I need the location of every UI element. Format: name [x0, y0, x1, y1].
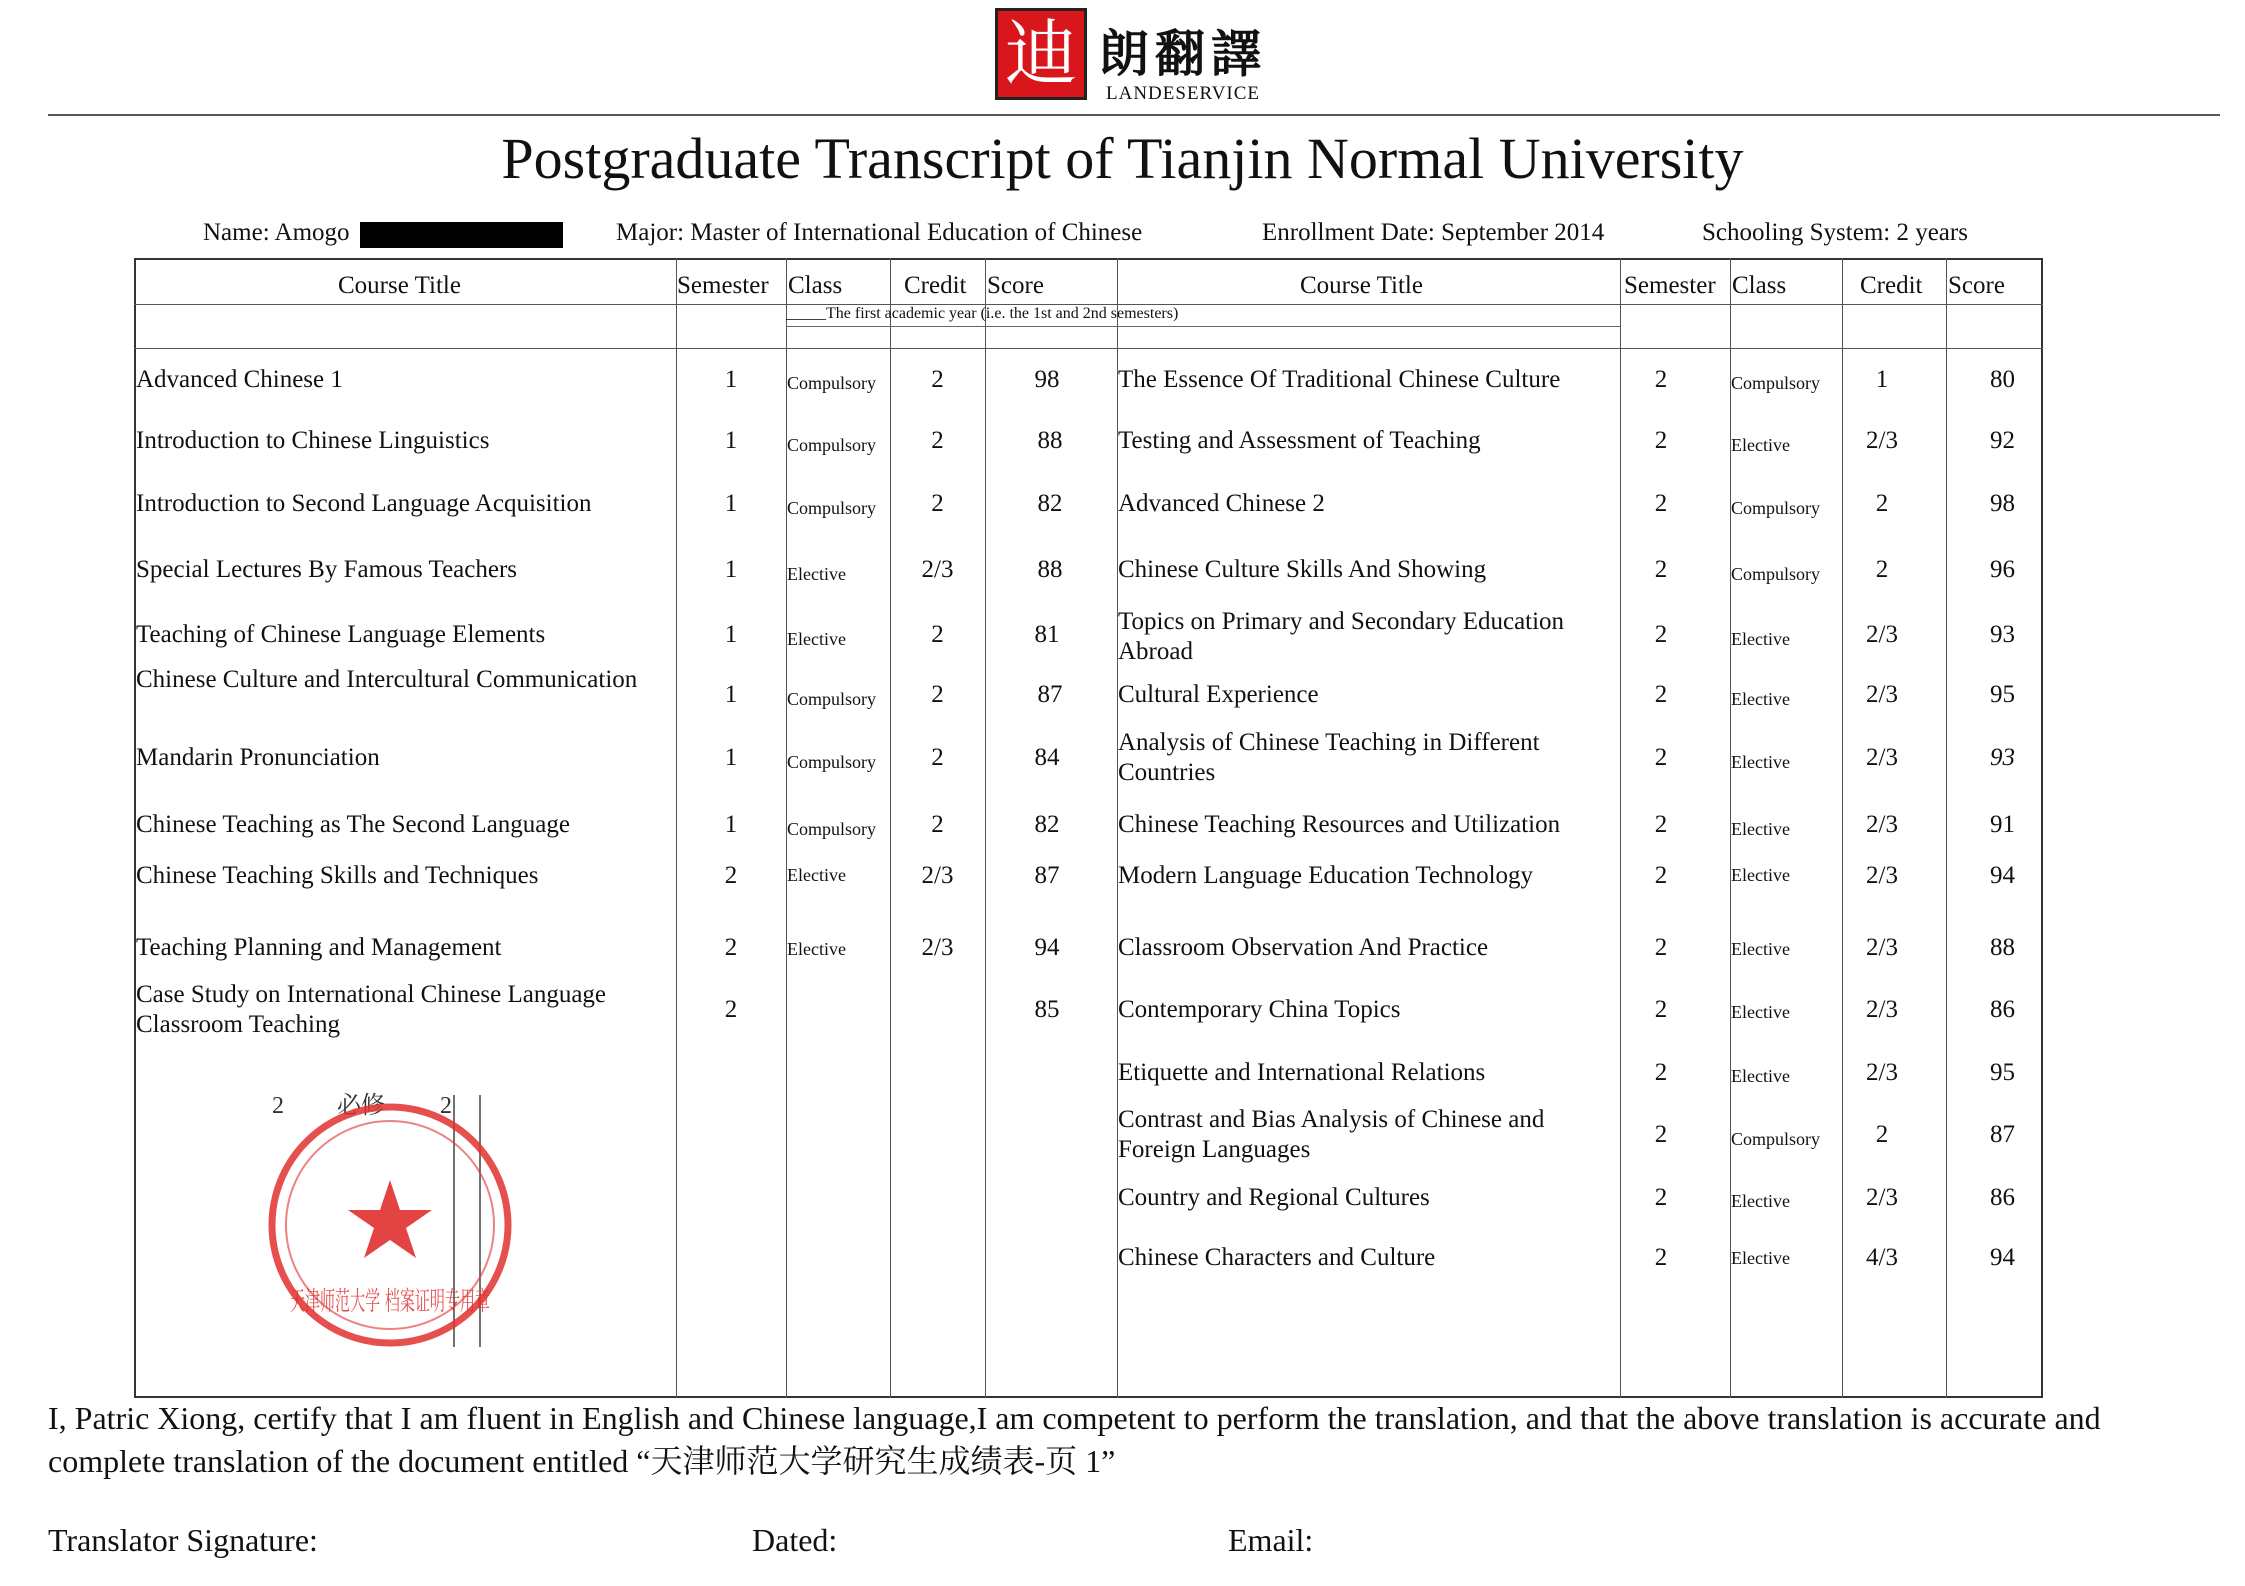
course-semester: 1: [724, 366, 738, 393]
course-title: Introduction to Second Language Acquisition: [136, 490, 592, 517]
course-score: 86: [1990, 996, 2015, 1023]
header-credit: Credit: [1860, 272, 1923, 299]
course-title: Teaching Planning and Management: [136, 934, 502, 961]
course-score: 93: [1990, 744, 2015, 771]
course-class: Compulsory: [787, 689, 877, 709]
course-score: 94: [1990, 1244, 2015, 1271]
seal-star: [348, 1180, 432, 1258]
course-credit: 1: [1875, 366, 1889, 393]
course-score: 94: [1034, 934, 1060, 961]
course-semester: 2: [1654, 556, 1668, 583]
seal-overlay-number: 2: [272, 1093, 284, 1119]
band-divider: [134, 348, 2043, 349]
course-credit: 2/3: [1866, 621, 1898, 648]
course-credit: 2: [931, 621, 944, 648]
header-rule: [48, 114, 2220, 116]
course-title: Modern Language Education Technology: [1118, 862, 1534, 889]
course-semester: 1: [724, 744, 738, 771]
course-title: Chinese Culture and Intercultural Communication: [136, 666, 638, 693]
header-score: Score: [987, 272, 1044, 299]
course-class: Compulsory: [787, 435, 877, 455]
dated-label: Dated:: [752, 1522, 838, 1558]
course-class: Elective: [1731, 865, 1790, 885]
course-title: Chinese Teaching Resources and Utilization: [1118, 811, 1561, 838]
course-title: Chinese Teaching as The Second Language: [136, 811, 570, 838]
course-score: 95: [1990, 681, 2015, 708]
course-class: Elective: [1731, 939, 1790, 959]
course-credit: 2/3: [1866, 862, 1898, 889]
course-score: 98: [1034, 366, 1060, 393]
course-class: Elective: [1731, 629, 1790, 649]
course-title: Cultural Experience: [1118, 681, 1319, 708]
course-credit: 2/3: [1866, 427, 1898, 454]
email-label: Email:: [1228, 1522, 1314, 1558]
seal-text: 天津师范大学 档案证明专用章: [290, 1287, 490, 1317]
header-score: Score: [1948, 272, 2005, 299]
course-score: 86: [1990, 1184, 2015, 1211]
university-seal: [262, 1075, 532, 1355]
course-credit: 2: [931, 490, 944, 517]
course-class: Elective: [1731, 819, 1790, 839]
header-credit: Credit: [904, 272, 967, 299]
course-semester: 2: [1654, 1184, 1668, 1211]
course-semester: 2: [1654, 490, 1668, 517]
course-credit: 2: [1875, 1121, 1889, 1148]
course-semester: 1: [724, 811, 738, 838]
course-class: Compulsory: [1731, 373, 1821, 393]
schooling-system: Schooling System: 2 years: [1702, 219, 1968, 246]
course-semester: 1: [724, 490, 738, 517]
document-title: Postgraduate Transcript of Tianjin Normal University: [501, 126, 1744, 191]
course-semester: 2: [1654, 427, 1668, 454]
course-credit: 2/3: [1866, 811, 1898, 838]
course-semester: 2: [1654, 1121, 1668, 1148]
course-title: Etiquette and International Relations: [1118, 1059, 1486, 1086]
course-class: Elective: [787, 629, 846, 649]
course-class: Elective: [787, 865, 846, 885]
course-title: Advanced Chinese 1: [136, 366, 343, 393]
course-class: Compulsory: [1731, 1129, 1821, 1149]
header-semester: Semester: [677, 272, 769, 299]
course-semester: 2: [1654, 811, 1668, 838]
course-semester: 1: [724, 427, 738, 454]
header-course-title: Course Title: [1300, 272, 1423, 299]
course-class: Elective: [1731, 1066, 1790, 1086]
header-class: Class: [1732, 272, 1787, 299]
course-score: 96: [1990, 556, 2015, 583]
logo-chinese-text: 朗翻譯: [1099, 24, 1267, 83]
course-credit: 2/3: [1866, 1059, 1898, 1086]
course-score: 93: [1990, 621, 2015, 648]
course-score: 94: [1990, 862, 2015, 889]
course-class: Compulsory: [787, 752, 877, 772]
course-credit: 2: [931, 427, 944, 454]
enrollment-date: Enrollment Date: September 2014: [1262, 219, 1605, 246]
logo-english-text: LANDESERVICE: [1106, 83, 1261, 104]
header-semester: Semester: [1624, 272, 1716, 299]
course-score: 88: [1037, 556, 1063, 583]
seal-overlay-label: 必修: [337, 1091, 385, 1119]
course-semester: 1: [724, 556, 738, 583]
course-credit: 2: [931, 811, 944, 838]
course-class: Elective: [1731, 1191, 1790, 1211]
student-major: Major: Master of International Education of Chinese: [616, 219, 1143, 246]
course-credit: 2/3: [921, 934, 954, 961]
course-class: Elective: [1731, 689, 1790, 709]
course-credit: 2: [1875, 490, 1889, 517]
course-class: Compulsory: [787, 819, 877, 839]
course-score: 87: [1034, 862, 1060, 889]
course-semester: 2: [1654, 744, 1668, 771]
course-title: Introduction to Chinese Linguistics: [136, 427, 490, 454]
course-semester: 2: [1654, 934, 1668, 961]
course-title: Country and Regional Cultures: [1118, 1184, 1430, 1211]
course-score: 92: [1990, 427, 2015, 454]
seal-overlay-number: 2: [440, 1093, 452, 1119]
band-underline: [786, 326, 1620, 327]
course-title: The Essence Of Traditional Chinese Culture: [1118, 366, 1561, 393]
course-title: Chinese Culture Skills And Showing: [1118, 556, 1487, 583]
course-title: Topics on Primary and Secondary Education Abroad: [1118, 608, 1565, 665]
course-score: 87: [1990, 1121, 2015, 1148]
col-divider: [1946, 258, 1947, 1398]
course-credit: 2: [931, 366, 944, 393]
course-score: 95: [1990, 1059, 2015, 1086]
course-semester: 2: [1654, 996, 1668, 1023]
course-title: Special Lectures By Famous Teachers: [136, 556, 518, 583]
course-class: Elective: [1731, 752, 1790, 772]
course-title: Case Study on International Chinese Language Classroom Teaching: [136, 981, 607, 1038]
course-score: 91: [1990, 811, 2015, 838]
course-title: Chinese Characters and Culture: [1118, 1244, 1436, 1271]
course-title: Analysis of Chinese Teaching in Different Countries: [1118, 729, 1540, 786]
course-credit: 2: [1875, 556, 1889, 583]
course-score: 98: [1990, 490, 2015, 517]
course-credit: 2/3: [921, 556, 954, 583]
course-semester: 2: [1654, 1244, 1668, 1271]
course-score: 81: [1034, 621, 1060, 648]
translator-signature-label: Translator Signature:: [48, 1522, 318, 1558]
course-semester: 2: [1654, 1059, 1668, 1086]
course-semester: 2: [1654, 862, 1668, 889]
course-semester: 1: [724, 681, 738, 708]
company-logo: [995, 8, 1275, 108]
course-title: Contrast and Bias Analysis of Chinese and Foreign Languages: [1118, 1106, 1545, 1163]
logo-glyph-box: 迪: [995, 8, 1087, 100]
header-class: Class: [788, 272, 843, 299]
course-score: 82: [1034, 811, 1060, 838]
course-semester: 2: [1654, 621, 1668, 648]
course-score: 88: [1037, 427, 1063, 454]
course-semester: 2: [724, 862, 738, 889]
course-credit: 2/3: [1866, 934, 1898, 961]
course-class: Elective: [1731, 1002, 1790, 1022]
course-credit: 2/3: [1866, 996, 1898, 1023]
course-semester: 1: [724, 621, 738, 648]
course-class: Elective: [1731, 435, 1790, 455]
course-credit: 4/3: [1866, 1244, 1898, 1271]
course-semester: 2: [1654, 366, 1668, 393]
course-semester: 2: [724, 934, 738, 961]
course-score: 88: [1990, 934, 2015, 961]
student-name: Name: Amogo: [203, 219, 350, 246]
academic-year-band: _____The first academic year (i.e. the 1st and 2nd semesters): [786, 305, 1179, 322]
course-class: Compulsory: [787, 373, 877, 393]
course-class: Elective: [1731, 1248, 1790, 1268]
course-credit: 2/3: [921, 862, 954, 889]
course-class: Compulsory: [1731, 564, 1821, 584]
course-class: Compulsory: [1731, 498, 1821, 518]
course-score: 82: [1037, 490, 1063, 517]
course-title: Teaching of Chinese Language Elements: [136, 621, 546, 648]
course-score: 87: [1037, 681, 1063, 708]
header-course-title: Course Title: [338, 272, 461, 299]
translator-certification: I, Patric Xiong, certify that I am fluent in English and Chinese language,I am competent to perform the translation, and that the above translation is accurate and complete translation of the document entitled “天津师范大学研究生成绩表-页 1”: [48, 1400, 2101, 1479]
course-class: Compulsory: [787, 498, 877, 518]
course-credit: 2/3: [1866, 681, 1898, 708]
course-class: Elective: [787, 939, 846, 959]
course-score: 85: [1034, 996, 1060, 1023]
course-title: Testing and Assessment of Teaching: [1118, 427, 1481, 454]
course-semester: 2: [724, 996, 738, 1023]
course-credit: 2: [931, 744, 944, 771]
course-title: Advanced Chinese 2: [1118, 490, 1325, 517]
course-credit: 2/3: [1866, 1184, 1898, 1211]
course-score: 80: [1990, 366, 2015, 393]
course-credit: 2: [931, 681, 944, 708]
course-class: Elective: [787, 564, 846, 584]
course-title: Classroom Observation And Practice: [1118, 934, 1489, 961]
redaction-bar: [360, 222, 563, 248]
course-title: Mandarin Pronunciation: [136, 744, 380, 771]
course-title: Chinese Teaching Skills and Techniques: [136, 862, 539, 889]
course-credit: 2/3: [1866, 744, 1898, 771]
course-score: 84: [1034, 744, 1060, 771]
course-semester: 2: [1654, 681, 1668, 708]
course-title: Contemporary China Topics: [1118, 996, 1401, 1023]
